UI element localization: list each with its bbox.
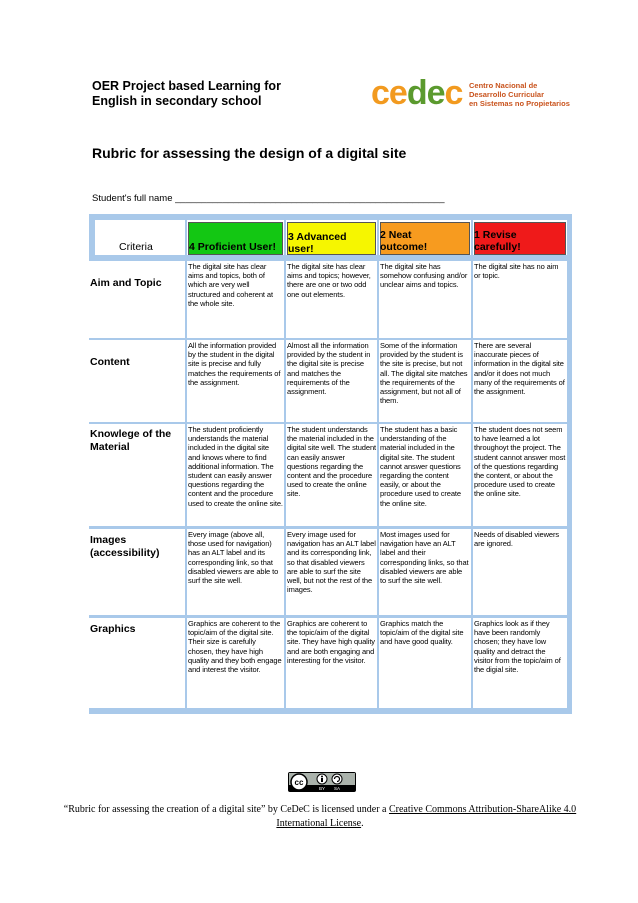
svg-text:BY: BY	[318, 786, 326, 791]
license-suffix: .	[361, 818, 364, 829]
level-header-1: 1 Revise carefully!	[473, 220, 567, 255]
criteria-header: Criteria	[95, 220, 185, 255]
cc-license-icon[interactable]	[288, 772, 356, 792]
criterion-aim-and-topic: Aim and Topic	[89, 261, 185, 338]
rubric-cell: Graphics match the topic/aim of the digital site and have good quality.	[379, 618, 471, 708]
rubric-cell: Needs of disabled viewers are ignored.	[473, 529, 567, 615]
rubric-cell: Graphics look as if they have been randomly chosen; they have low quality and detract the visitor from the topic/aim of the digial site.	[473, 618, 567, 708]
license-text: “Rubric for assessing the creation of a digital site” by CeDeC is licensed under a	[63, 804, 389, 815]
rubric-cell: Every image (above all, those used for navigation) has an ALT label and its corresponding link, so that disabled viewers are able to surf the site well.	[187, 529, 284, 615]
rubric-table	[89, 214, 572, 714]
rubric-cell: Almost all the information provided by the student in the digital site is precise and matches the requirements of the assignment.	[286, 340, 377, 422]
project-title-line-1: OER Project based Learning for	[92, 79, 281, 93]
project-title-line-2: English in secondary school	[92, 94, 262, 108]
rubric-cell: Graphics are coherent to the topic/aim of the digital site. They have high quality and are both engaging and interesting for the visitor.	[286, 618, 377, 708]
license-link[interactable]: Creative Commons Attribution-ShareAlike 4.0 International License	[276, 804, 577, 829]
logo-wordmark: cedec	[371, 74, 463, 112]
cedec-logo	[371, 74, 571, 112]
rubric-cell: Some of the information provided by the student is the site is precise, but not all. The digital site matches the requirements of the assignment, but not all of them.	[379, 340, 471, 422]
rubric-cell: The digital site has no aim or topic.	[473, 261, 567, 338]
rubric-cell: The student has a basic understanding of the material included in the digital site. The student cannot answer questions regarding the content easily, or about the procedure used to create the online site.	[379, 424, 471, 526]
document-title: Rubric for assessing the design of a digital site	[92, 145, 407, 161]
logo-tagline: Centro Nacional de Desarrollo Curricular en Sistemas no Propietarios	[469, 81, 570, 108]
rubric-cell: There are several inaccurate pieces of information in the digital site and/or it does not much many of the requirements of the assignment.	[473, 340, 567, 422]
level-header-4: 4 Proficient User!	[187, 220, 284, 255]
project-title	[92, 79, 281, 109]
criterion-knowledge: Knowlege of the Material	[89, 424, 185, 526]
rubric-cell: All the information provided by the student in the digital site is precise and fully matches the requirements of the assignment.	[187, 340, 284, 422]
license-footer	[60, 803, 580, 831]
rubric-cell: The digital site has clear aims and topics; however, there are one or two odd one out elements.	[286, 261, 377, 338]
rubric-cell: The student does not seem to have learned a lot throughoyt the project. The student cannot answer most of the questions regarding the content, or about the procedure used to create the online site.	[473, 424, 567, 526]
criterion-images: Images (accessibility)	[89, 529, 185, 615]
rubric-cell: The digital site has clear aims and topics, both of which are very well structured and coherent at the whole site.	[187, 261, 284, 338]
rubric-cell: The digital site has somehow confusing and/or unclear aims and topics.	[379, 261, 471, 338]
rubric-cell: The student understands the material included in the digital site well. The student can easily answer questions regarding the content and the procedure used to create the online site.	[286, 424, 377, 526]
criterion-graphics: Graphics	[89, 618, 185, 708]
student-name-field: Student's full name ___________________________________________________	[92, 193, 445, 204]
level-header-2: 2 Neat outcome!	[379, 220, 471, 255]
svg-text:cc: cc	[294, 778, 304, 787]
rubric-cell: The student proficiently understands the material included in the digital site and knows where to find additional information. The student can easily answer questions regarding the content and the procedure used to create the online site.	[187, 424, 284, 526]
level-header-3: 3 Advanced user!	[286, 220, 377, 255]
svg-text:SA: SA	[333, 786, 341, 791]
rubric-cell: Most images used for navigation have an ALT label and their corresponding links, so that disabled viewers are able to surf the site well.	[379, 529, 471, 615]
rubric-cell: Every image used for navigation has an ALT label and its corresponding link, so that disabled viewers are able to surf the site well, but not the rest of the images.	[286, 529, 377, 615]
criterion-content: Content	[89, 340, 185, 422]
rubric-cell: Graphics are coherent to the topic/aim of the digital site. Their size is carefully chosen, they have high quality and they both engage and interest the visitor.	[187, 618, 284, 708]
